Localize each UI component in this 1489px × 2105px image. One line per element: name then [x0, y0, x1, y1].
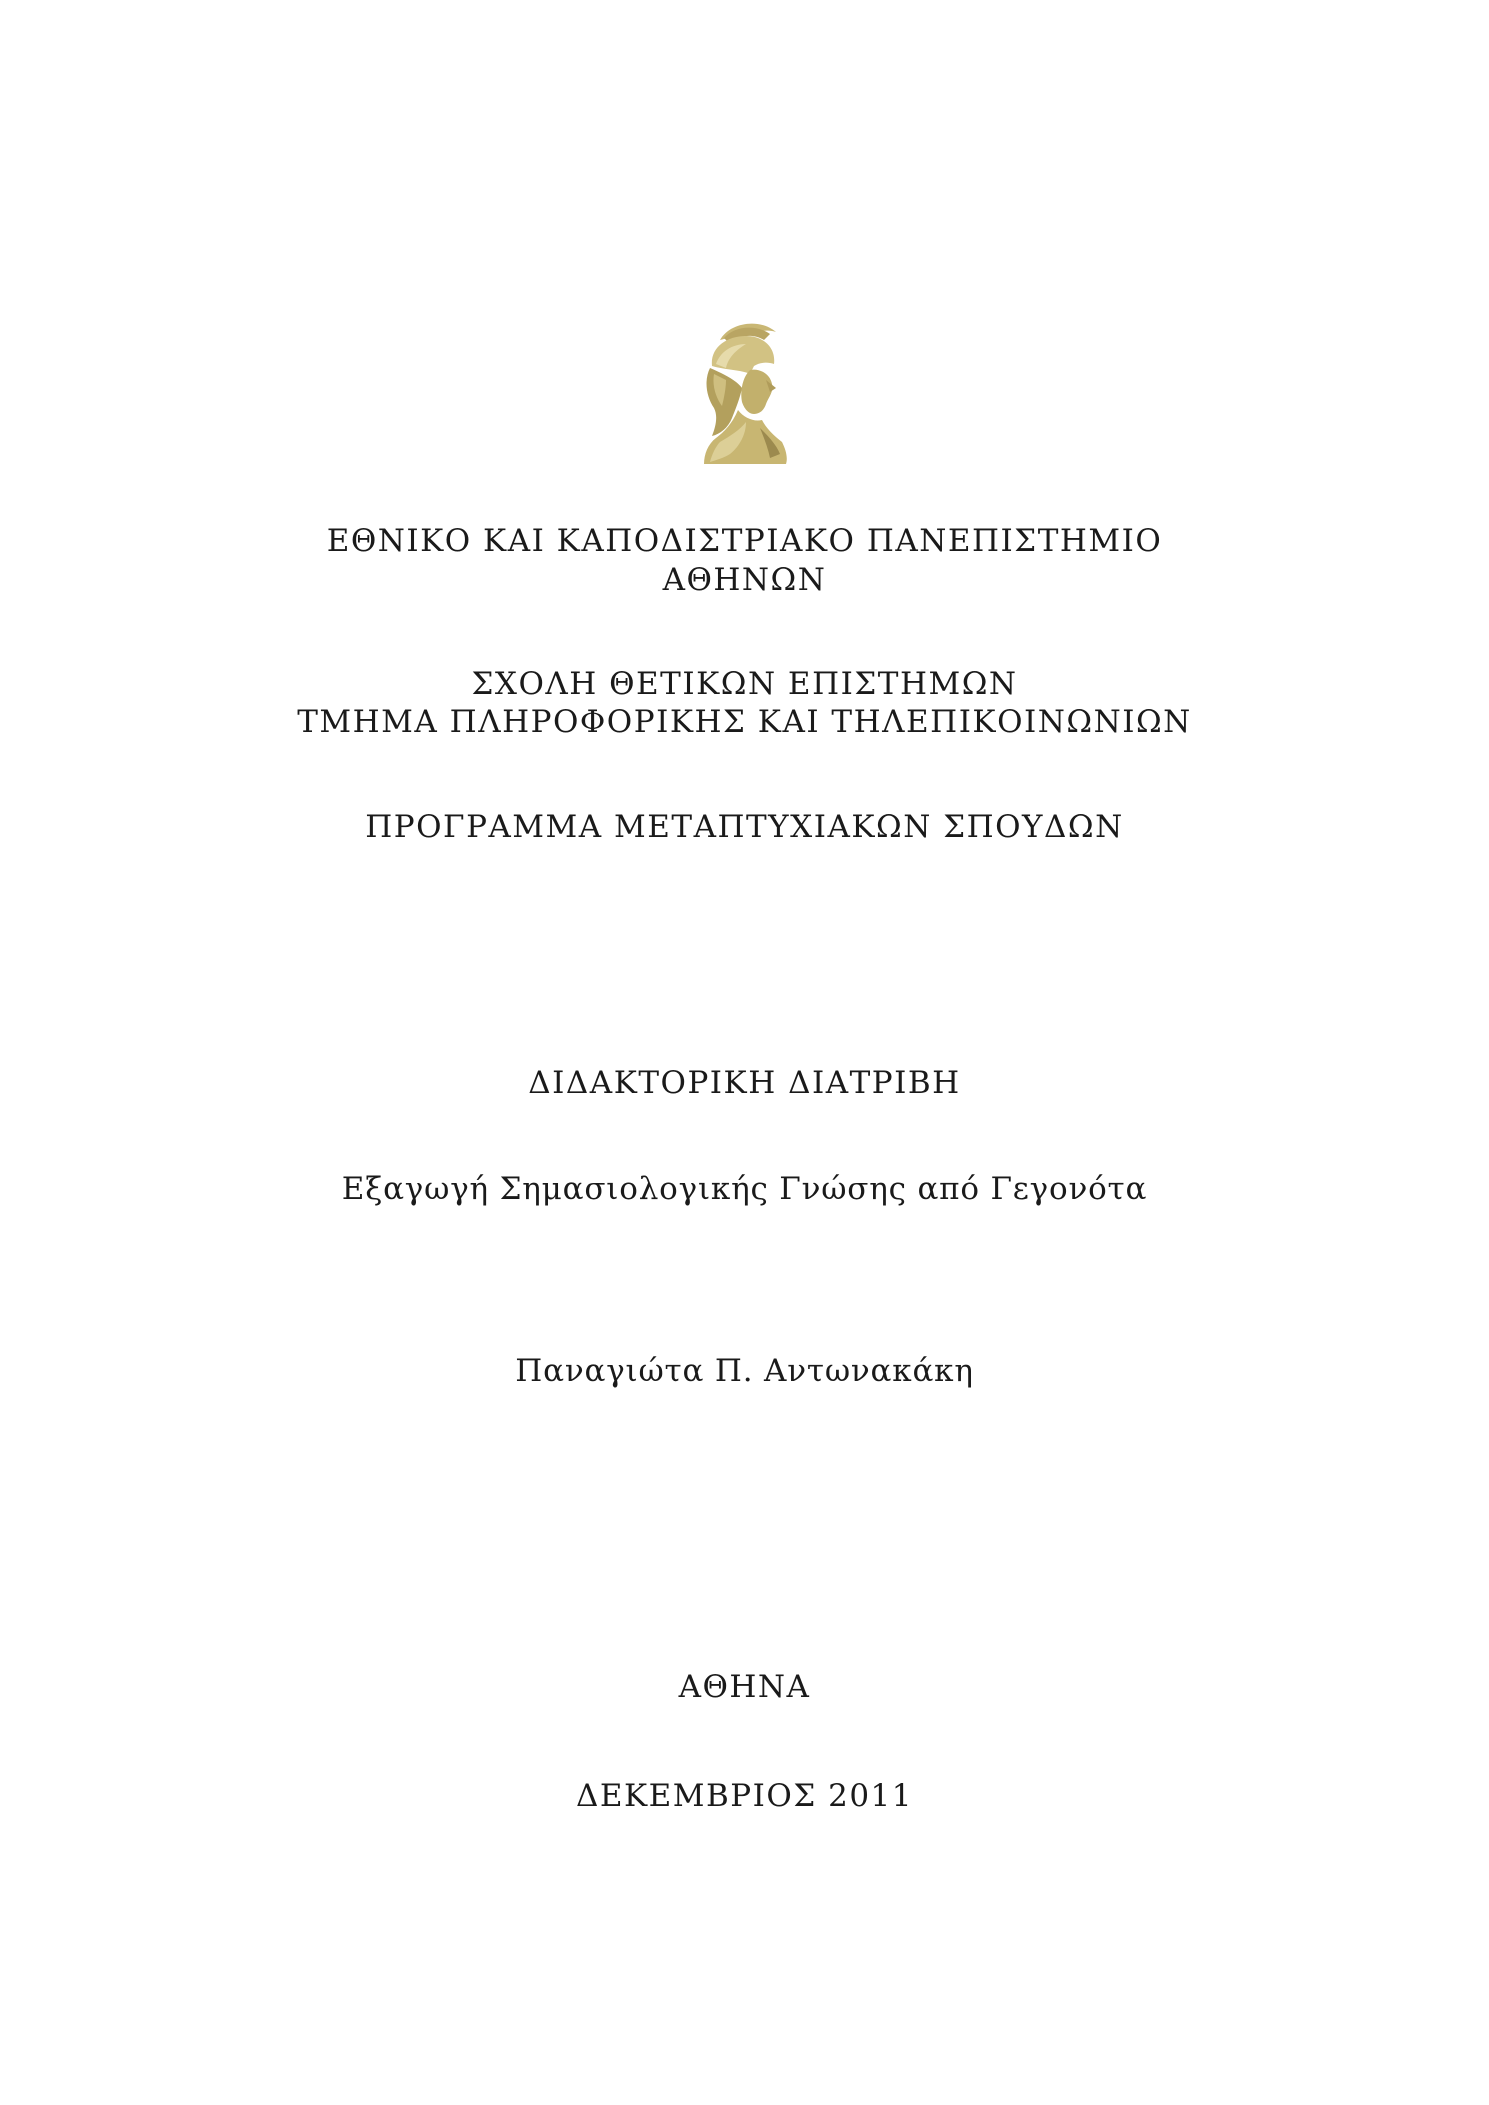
school-name: ΣΧΟΛΗ ΘΕΤΙΚΩΝ ΕΠΙΣΤΗΜΩΝ — [471, 666, 1018, 702]
city: ΑΘΗΝΑ — [678, 1669, 811, 1705]
author-name: Παναγιώτα Π. Αντωνακάκη — [515, 1353, 974, 1389]
thesis-type: ΔΙΔΑΚΤΟΡΙΚΗ ΔΙΑΤΡΙΒΗ — [528, 1065, 961, 1101]
university-name: ΕΘΝΙΚΟ ΚΑΙ ΚΑΠΟΔΙΣΤΡΙΑΚΟ ΠΑΝΕΠΙΣΤΗΜΙΟ — [326, 523, 1163, 559]
thesis-title: Εξαγωγή Σημασιολογικής Γνώσης από Γεγονότα — [341, 1171, 1148, 1207]
date: ΔΕΚΕΜΒΡΙΟΣ 2011 — [575, 1778, 913, 1814]
department-name: ΤΜΗΜΑ ΠΛΗΡΟΦΟΡΙΚΗΣ ΚΑΙ ΤΗΛΕΠΙΚΟΙΝΩΝΙΩΝ — [297, 704, 1192, 740]
athena-head-logo-icon — [690, 318, 800, 464]
program-name: ΠΡΟΓΡΑΜΜΑ ΜΕΤΑΠΤΥΧΙΑΚΩΝ ΣΠΟΥΔΩΝ — [365, 809, 1124, 845]
university-city: ΑΘΗΝΩΝ — [662, 562, 827, 598]
